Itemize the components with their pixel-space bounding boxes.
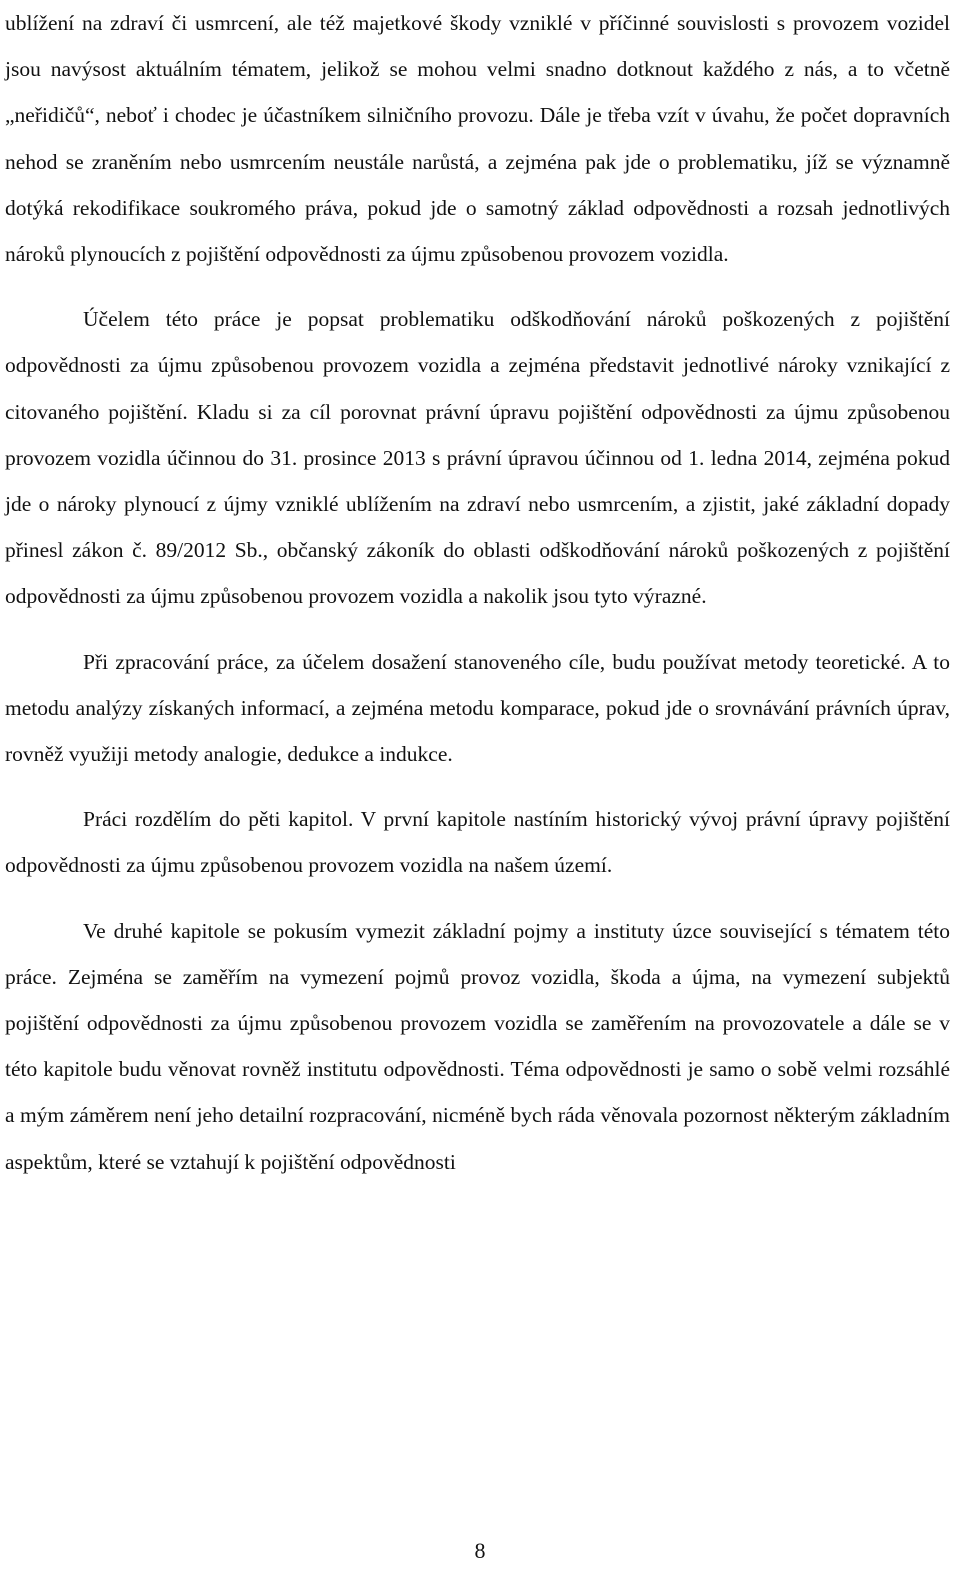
page-number: 8	[474, 1538, 486, 1563]
paragraph-purpose: Účelem této práce je popsat problematiku odškodňování nároků poškozených z pojištění odpovědnosti za újmu způsobenou provozem vozidla a zejména představit jednotlivé nároky vznikající z citovaného pojištění. Kladu si za cíl porovnat právní úpravu pojištění odpovědnosti za újmu způsobenou provozem vozidla účinnou do 31. prosince 2013 s právní úpravou účinnou od 1. ledna 2014, zejména pokud jde o nároky plynoucí z újmy vzniklé ublížením na zdraví nebo usmrcením, a zjistit, jaké základní dopady přinesl zákon č. 89/2012 Sb., občanský zákoník do oblasti odškodňování nároků poškozených z pojištění odpovědnosti za újmu způsobenou provozem vozidla a nakolik jsou tyto výrazné.	[5, 307, 950, 609]
document-body	[5, 0, 950, 1185]
paragraph-methods: Při zpracování práce, za účelem dosažení stanoveného cíle, budu používat metody teoretické. A to metodu analýzy získaných informací, a zejména metodu komparace, pokud jde o srovnávání právních úprav, rovněž využiji metody analogie, dedukce a indukce.	[5, 649, 950, 767]
paragraph-structure: Práci rozdělím do pěti kapitol. V první kapitole nastíním historický vývoj právní úpravy pojištění odpovědnosti za újmu způsobenou provozem vozidla na našem území.	[5, 807, 950, 878]
paragraph-chapter-two: Ve druhé kapitole se pokusím vymezit základní pojmy a instituty úzce související s tématem této práce. Zejména se zaměřím na vymezení pojmů provoz vozidla, škoda a újma, na vymezení subjektů pojištění odpovědnosti za újmu způsobenou provozem vozidla se zaměřením na provozovatele a dále se v této kapitole budu věnovat rovněž institutu odpovědnosti. Téma odpovědnosti je samo o sobě velmi rozsáhlé a mým záměrem není jeho detailní rozpracování, nicméně bych ráda věnovala pozornost některým základním aspektům, které se vztahují k pojištění odpovědnosti	[5, 918, 950, 1174]
paragraph-continuation: ublížení na zdraví či usmrcení, ale též majetkové škody vzniklé v příčinné souvislosti s provozem vozidel jsou navýsost aktuálním tématem, jelikož se mohou velmi snadno dotknout každého z nás, a to včetně „neřidičů“, neboť i chodec je účastníkem silničního provozu. Dále je třeba vzít v úvahu, že počet dopravních nehod se zraněním nebo usmrcením neustále narůstá, a zejména pak jde o problematiku, jíž se významně dotýká rekodifikace soukromého práva, pokud jde o samotný základ odpovědnosti a rozsah jednotlivých nároků plynoucích z pojištění odpovědnosti za újmu způsobenou provozem vozidla.	[5, 11, 950, 267]
